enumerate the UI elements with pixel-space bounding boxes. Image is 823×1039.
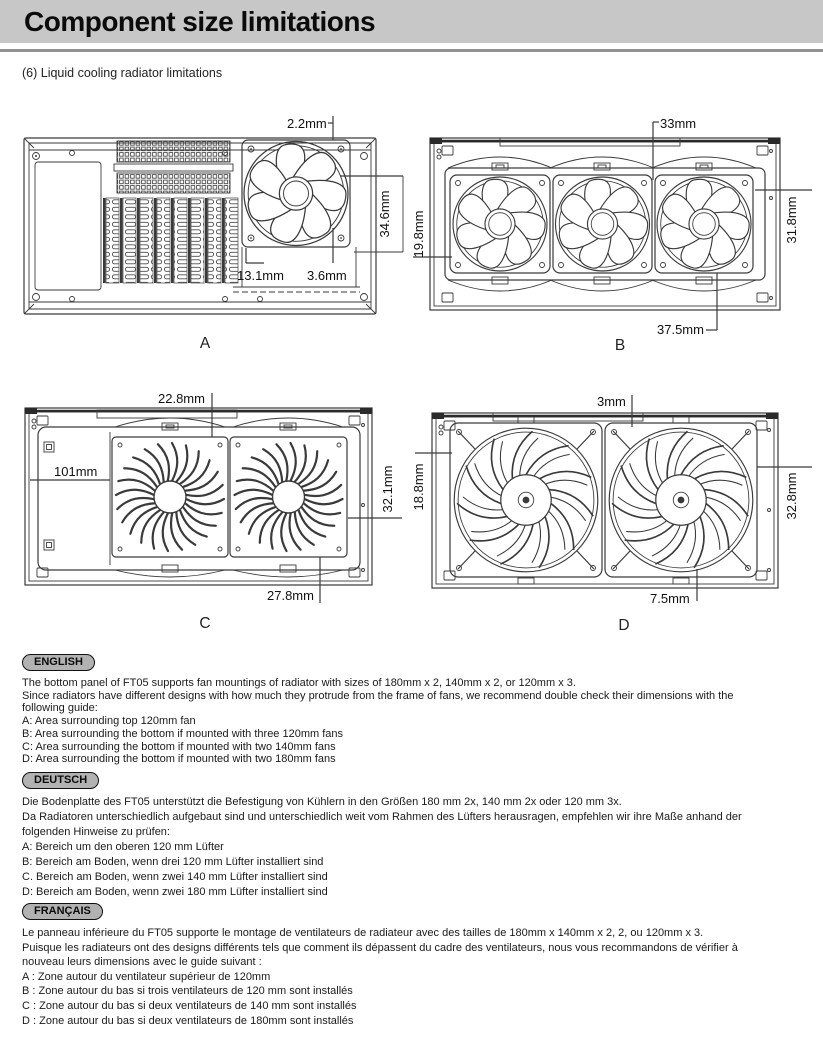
section-subtitle: (6) Liquid cooling radiator limitations [22, 66, 223, 80]
page-title: Component size limitations [24, 6, 376, 37]
deutsch-line: C. Bereich am Boden, wenn zwei 140 mm Lüfter installiert sind [22, 871, 328, 883]
vent-mesh [114, 141, 233, 193]
dim-d-top: 3mm [597, 394, 626, 409]
francais-line: Le panneau inférieure du FT05 supporte le montage de ventilateurs de radiateur avec des tailles de 180mm x 140mm x 2, 2, ou 120mm x 3. [22, 927, 704, 939]
diagram-a-top-panel [20, 108, 415, 358]
francais-line: nouveau leurs dimensions avec le guide suivant : [22, 956, 262, 969]
deutsch-line: D: Bereich am Boden, wenn zwei 180 mm Lüfter installiert sind [22, 886, 328, 898]
english-line: following guide: [22, 702, 98, 715]
diagram-a-label: A [199, 335, 211, 352]
fan-row-180mm [450, 423, 757, 577]
english-line: D: Area surrounding the bottom if mounted with two 180mm fans [22, 753, 336, 766]
francais-badge: FRANÇAIS [22, 903, 103, 920]
dim-a-bottom-left: 13.1mm [237, 268, 284, 283]
dim-b-bottom: 37.5mm [657, 322, 704, 337]
top-120mm-fan [242, 140, 350, 247]
dim-c-right: 32.1mm [380, 465, 395, 513]
english-line: B: Area surrounding the bottom if mounted with three 120mm fans [22, 727, 344, 740]
diagram-b-label: B [614, 337, 626, 354]
dimension-annotations [30, 391, 402, 603]
page-header [0, 0, 823, 43]
deutsch-line: Die Bodenplatte des FT05 unterstützt die Befestigung von Kühlern in den Größen 180 mm 2x, 140 mm 2x oder 120 mm 3x. [22, 796, 622, 808]
english-badge: ENGLISH [22, 654, 95, 671]
dim-a-right: 34.6mm [377, 190, 392, 238]
dim-c-left: 101mm [54, 464, 98, 479]
deutsch-badge: DEUTSCH [22, 772, 99, 789]
deutsch-line: Da Radiatoren unterschiedlich aufgebaut sind und unterschiedlich weit vom Rahmen des Lüfters herausragen, empfehlen wir ihre Maße anhand der [22, 811, 742, 823]
francais-line: D : Zone autour du bas si deux ventilateurs de 180mm sont installés [22, 1014, 354, 1027]
dim-b-left: 19.8mm [411, 210, 426, 258]
dimension-annotations [411, 394, 812, 606]
expansion-slots [103, 198, 238, 283]
fan-row-140mm [112, 437, 347, 557]
dim-a-top: 2.2mm [287, 116, 327, 131]
section-english [22, 652, 812, 766]
francais-line: C : Zone autour du bas si deux ventilateurs de 140 mm sont installés [22, 999, 357, 1012]
dim-b-top: 33mm [660, 116, 697, 131]
english-line: C: Area surrounding the bottom if mounted with two 140mm fans [22, 740, 336, 753]
francais-line: A : Zone autour du ventilateur supérieur de 120mm [22, 970, 271, 983]
diagram-c-bottom-two-140mm [20, 385, 415, 635]
francais-line: Puisque les radiateurs ont des designs différents tels que comment ils dépassent du cadre des ventilateurs, nous vous recommandons de vérifier à [22, 941, 738, 954]
diagram-d-bottom-two-180mm [408, 385, 823, 640]
diagram-c-label: C [199, 615, 211, 632]
psu-area [35, 162, 101, 290]
dim-d-bottom: 7.5mm [650, 591, 690, 606]
dim-c-top: 22.8mm [158, 391, 205, 406]
deutsch-line: folgenden Hinweise zu prüfen: [22, 826, 170, 838]
dim-d-right: 32.8mm [784, 472, 799, 520]
diagram-b-bottom-three-120mm [408, 108, 823, 358]
deutsch-line: A: Bereich um den oberen 120 mm Lüfter [22, 841, 224, 853]
diagram-d-label: D [618, 617, 630, 634]
section-deutsch [22, 770, 812, 900]
dim-b-right: 31.8mm [784, 196, 799, 244]
english-line: A: Area surrounding top 120mm fan [22, 715, 196, 728]
english-line: The bottom panel of FT05 supports fan mountings of radiator with sizes of 180mm x 2, 140mm x 2, or 120mm x 3. [22, 677, 576, 689]
francais-line: B : Zone autour du bas si trois ventilateurs de 120 mm sont installés [22, 985, 353, 998]
section-francais [22, 901, 812, 1028]
fan-row-120mm [450, 175, 753, 273]
header-divider [0, 49, 823, 52]
dim-c-bottom: 27.8mm [267, 588, 314, 603]
deutsch-line: B: Bereich am Boden, wenn drei 120 mm Lüfter installiert sind [22, 856, 324, 868]
dim-a-bottom-right: 3.6mm [307, 268, 347, 283]
dim-d-left: 18.8mm [411, 463, 426, 511]
english-line: Since radiators have different designs with how much they protrude from the frame of fans, we recommend double check their dimensions with the [22, 689, 734, 702]
